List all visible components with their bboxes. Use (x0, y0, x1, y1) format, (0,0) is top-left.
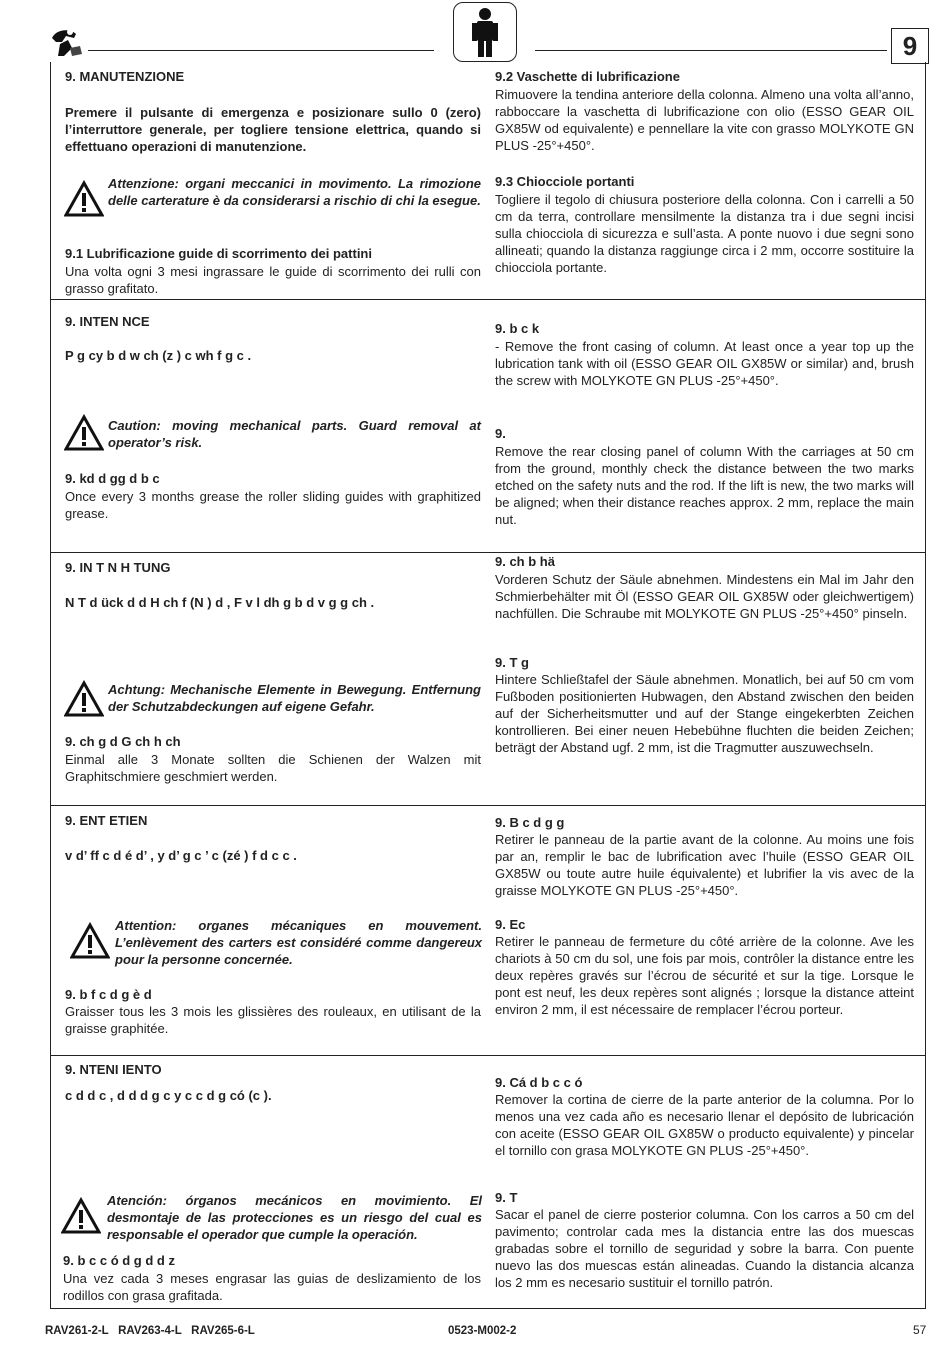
warning-triangle-icon (64, 680, 104, 718)
divider-2 (50, 552, 926, 553)
warning-triangle-icon (70, 922, 110, 960)
section-fr-title: 9. ENT ETIEN (65, 813, 148, 828)
section-it-s2-body: Rimuovere la tendina anteriore della colonna. Almeno una volta all’anno, rabboccare la vaschetta di lubrificazione con olio (ESSO GEAR OIL GX85W od equivalente) e pennellare la vite con grasso MOLYKOTE GN PLUS -25°+450°. (495, 87, 914, 153)
section-de-s1-title: 9. ch g d G ch h ch (65, 734, 181, 749)
divider-3 (50, 805, 926, 806)
section-it-s2-title: 9.2 Vaschette di lubrificazione (495, 69, 680, 84)
section-de-intro: N T d ück d d H ch f (N ) d , F v l dh g b d v g g ch . (65, 595, 375, 610)
section-es-intro: c d d c , d d d g c y c c d g có (c ). (65, 1088, 272, 1103)
footer-page-number: 57 (913, 1323, 927, 1337)
section-it-s3-body: Togliere il tegolo di chiusura posteriore della colonna. Con i carrelli a 50 cm da terra, controllare mensilmente la distanza tra i due segni incisi sulla chiocciola di sicurezza e sull’asta. A ponte nuovo i due segni sono allineati; quando la distanza raggiunge circa i 2 mm, occorre sostituire la chiocciola portante. (495, 192, 914, 275)
section-es-s1-body: Una vez cada 3 meses engrasar las guias de deslizamiento de los rodillos con grasa grafitada. (63, 1271, 481, 1303)
section-en-s3-body: Remove the rear closing panel of column With the carriages at 50 cm from the ground, monthly check the distance between the two marks etched on the safety nuts and the rod. If the lift is new, the two marks will be aligned; when their distance reaches approx. 2 mm, replace the main nut. (495, 444, 914, 527)
section-en-s2-body: - Remove the front casing of column. At least once a year top up the lubrication tank with oil (ESSO GEAR OIL GX85W or similar) and, brush the screw with MOLYKOTE GN PLUS -25°+450°. (495, 339, 914, 388)
logo-icon (46, 26, 86, 60)
divider-1 (50, 299, 926, 300)
section-it-intro: Premere il pulsante di emergenza e posizionare sullo 0 (zero) l’interruttore generale, per togliere tensione elettrica, quando si effettuano operazioni di manutenzione. (65, 105, 481, 154)
section-fr-s3-title: 9. Ec (495, 917, 526, 932)
chapter-badge: 9 (891, 28, 929, 64)
section-es-s2-title: 9. Cá d b c c ó (495, 1075, 583, 1090)
section-fr-s1-body: Graisser tous les 3 mois les glissières des rouleaux, en utilisant de la graisse graphitée. (65, 1004, 481, 1036)
section-fr-intro: v d’ ff c d é d’ , y d’ g c ’ c (zé ) f d c c . (65, 848, 297, 863)
section-de-warning: Achtung: Mechanische Elemente in Bewegung. Entfernung der Schutzabdeckungen auf eigene Gefahr. (108, 682, 481, 714)
section-es-s3-body: Sacar el panel de cierre posterior columna. Con los carros a 50 cm del pavimento; controlar cada mes la distancia entre las dos muescas grabadas sobre el tornillo de seguridad y sobre la barra. Con puente nuevo las dos muescas están alineadas. Cuando la distancia alcanza los 2 mm es necesario sustituir el tornillo patrón. (495, 1207, 914, 1290)
section-es-warning: Atención: órganos mecánicos en movimiento. El desmontaje de las protecciones es un riesgo del cual es responsable el operador que cumple la operación. (107, 1193, 482, 1242)
header-rule-left (88, 50, 434, 51)
section-es-s3-title: 9. T (495, 1190, 518, 1205)
section-es-s2-body: Remover la cortina de cierre de la parte anterior de la columna. Por lo menos una vez cada año es necesario llenar el depósito de lubricación con aceite (ESSO GEAR OIL GX85W o producto equivalente) y pincelar el tornillo con grasa MOLYKOTE GN PLUS -25°+450°. (495, 1092, 914, 1158)
section-fr-s2-title: 9. B c d g g (495, 815, 565, 830)
section-en-title: 9. INTEN NCE (65, 314, 150, 329)
section-en-s2-title: 9. b c k (495, 321, 540, 336)
section-en-warning: Caution: moving mechanical parts. Guard removal at operator’s risk. (108, 418, 481, 450)
section-de-s3-body: Hintere Schließtafel der Säule abnehmen. Monatlich, bei auf 50 cm vom Fußboden positionierten Hubwagen, den Abstand zwischen den beiden auf der Sicherheitsmutter und auf der Stange eingekerbten Zeichen kontrollieren. Bei einer neuen Hebebühne fluchten die beiden Zeichen; beträgt der Abstand ugf. 2 mm, ist die Tragmutter auszuwechseln. (495, 672, 914, 755)
section-en-intro: P g cy b d w ch (z ) c wh f g c . (65, 348, 252, 363)
warning-triangle-icon (64, 180, 104, 218)
section-it-s1-title: 9.1 Lubrificazione guide di scorrimento dei pattini (65, 246, 372, 261)
footer-models: RAV261-2-L RAV263-4-L RAV265-6-L (45, 1325, 255, 1337)
person-icon (454, 3, 516, 61)
warning-triangle-icon (64, 414, 104, 452)
section-it-warning: Attenzione: organi meccanici in movimento. La rimozione delle carterature è da considerarsi a rischio di chi la esegue. (108, 176, 481, 208)
header-rule-right (535, 50, 887, 51)
section-es-s1-title: 9. b c c ó d g d d z (63, 1253, 175, 1268)
section-de-s2-body: Vorderen Schutz der Säule abnehmen. Mindestens ein Mal im Jahr den Schmierbehälter mit Öl (ESSO GEAR OIL GX85W oder gleichwertigem) nachfüllen. Die Schraube mit MOLYKOTE GN PLUS -25°+450° pinseln. (495, 572, 914, 621)
section-de-s1-body: Einmal alle 3 Monate sollten die Schienen der Walzen mit Graphitschmiere geschmiert werden. (65, 752, 481, 784)
frame-bottom (50, 1308, 926, 1309)
section-fr-s3-body: Retirer le panneau de fermeture du côté arrière de la colonne. Ave les chariots à 50 cm du sol, une fois par mois, contrôler la distance entre les deux repères gravés sur l’écrou de sécurité et sur la tige. Lorsque le pont est neuf, les deux repères sont alignés ; lorsque la distance atteint environ 2 mm, il est nécessaire de remplacer l’écrou porteur. (495, 934, 914, 1017)
section-de-title: 9. IN T N H TUNG (65, 560, 171, 575)
section-it-title: 9. MANUTENZIONE (65, 69, 185, 84)
frame-left (50, 62, 51, 1308)
section-en-s3-title: 9. (495, 426, 506, 441)
section-fr-s1-title: 9. b f c d g è d (65, 987, 152, 1002)
section-fr-warning: Attention: organes mécaniques en mouvement. L’enlèvement des carters est considéré comme dangereux pour la personne concernée. (115, 918, 482, 967)
operator-box (453, 2, 517, 62)
section-it-s3-title: 9.3 Chiocciole portanti (495, 174, 635, 189)
section-en-s1-body: Once every 3 months grease the roller sliding guides with graphitized grease. (65, 489, 481, 521)
section-de-s3-title: 9. T g (495, 655, 529, 670)
section-es-title: 9. NTENI IENTO (65, 1062, 162, 1077)
section-de-s2-title: 9. ch b hä (495, 554, 555, 569)
section-en-s1-title: 9. kd d gg d b c (65, 471, 160, 486)
warning-triangle-icon (61, 1197, 101, 1235)
section-it-s1-body: Una volta ogni 3 mesi ingrassare le guide di scorrimento dei rulli con grasso grafitato. (65, 264, 481, 296)
frame-right (925, 62, 926, 1308)
section-fr-s2-body: Retirer le panneau de la partie avant de la colonne. Au moins une fois par an, remplir le bac de lubrification avec l’huile (ESSO GEAR OIL GX85W ou toute autre huile équivalente) et lubrifier la vis avec de la graisse MOLYKOTE GN PLUS -25°+450°. (495, 832, 914, 898)
divider-4 (50, 1055, 926, 1056)
footer-doc-code: 0523-M002-2 (448, 1325, 517, 1337)
